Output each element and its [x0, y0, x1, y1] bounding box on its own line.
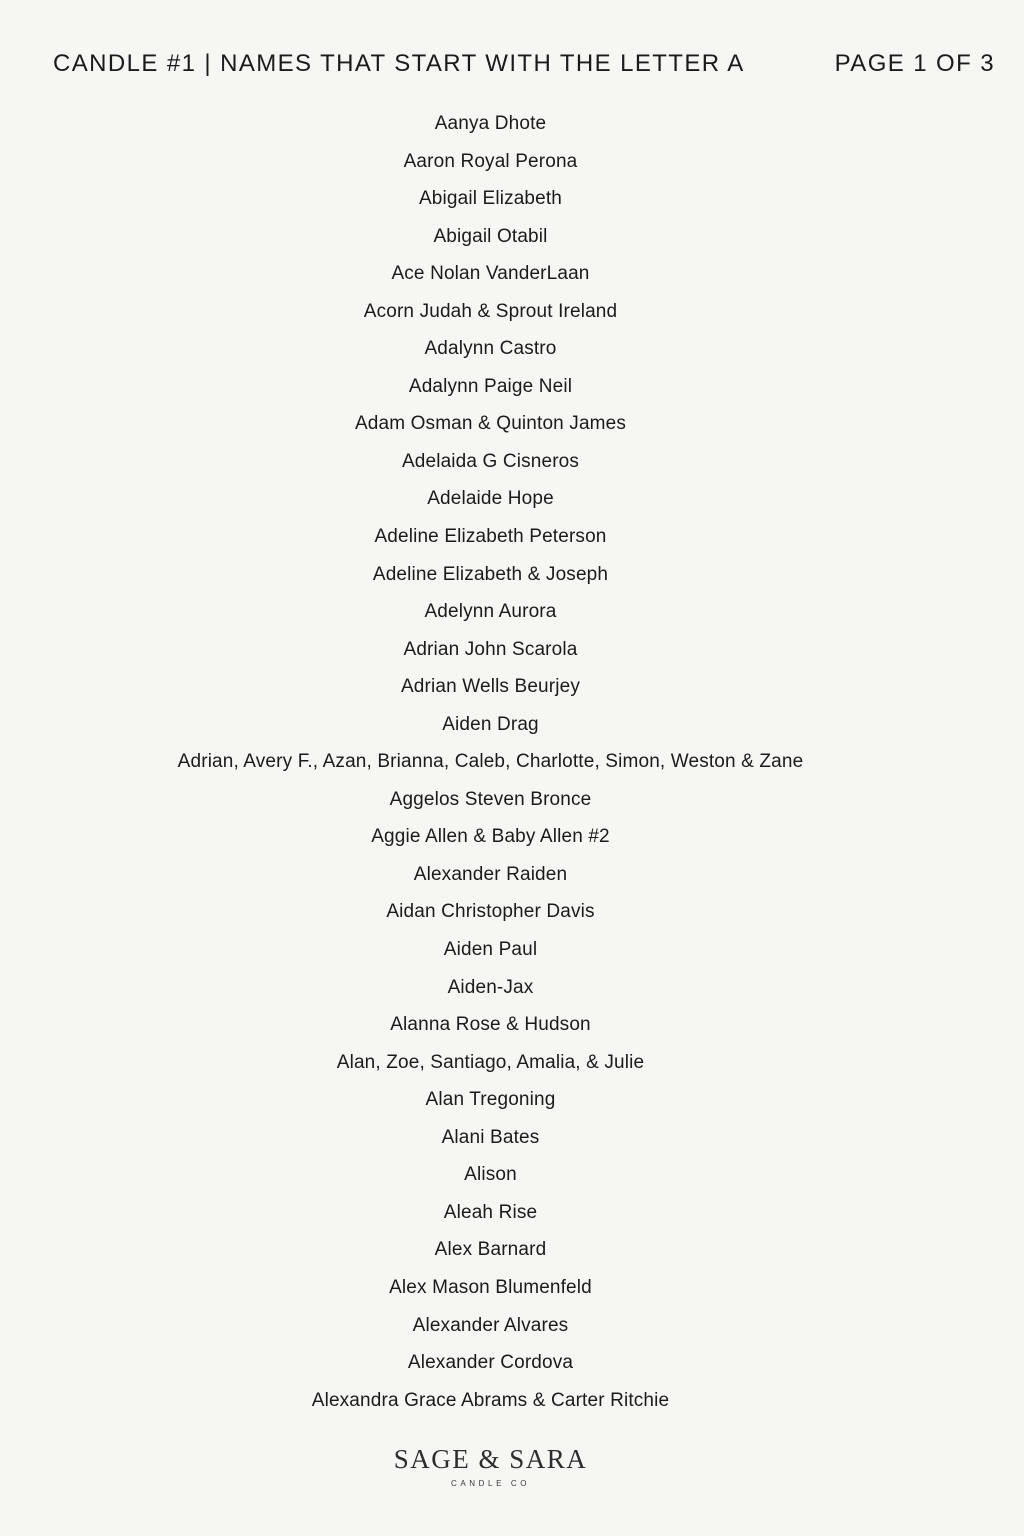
brand-logo — [0, 1442, 981, 1490]
name-entry: Alex Barnard — [434, 1239, 547, 1261]
names-list — [0, 105, 981, 1419]
name-entry: Alexander Cordova — [407, 1352, 574, 1374]
name-entry: Alison — [464, 1164, 517, 1186]
name-entry: Alan, Zoe, Santiago, Amalia, & Julie — [336, 1051, 645, 1073]
name-entry: Alan Tregoning — [425, 1089, 556, 1111]
name-entry: Adrian John Scarola — [403, 638, 578, 660]
name-entry: Acorn Judah & Sprout Ireland — [363, 300, 618, 322]
name-entry: Alexander Raiden — [413, 863, 568, 885]
name-entry: Adeline Elizabeth Peterson — [374, 526, 607, 548]
name-entry: Aiden Drag — [442, 713, 539, 735]
page-header — [0, 46, 1024, 82]
name-entry: Adalynn Paige Neil — [408, 375, 573, 397]
name-entry: Adrian Wells Beurjey — [400, 676, 580, 698]
name-entry: Alex Mason Blumenfeld — [389, 1276, 592, 1298]
name-entry: Aidan Christopher Davis — [386, 901, 595, 923]
name-entry: Adam Osman & Quinton James — [354, 413, 627, 435]
name-entry: Abigail Elizabeth — [418, 188, 563, 210]
name-entry: Aaron Royal Perona — [403, 150, 578, 172]
name-entry: Alanna Rose & Hudson — [390, 1014, 591, 1036]
name-entry: Aggelos Steven Bronce — [389, 788, 592, 810]
page-title: CANDLE #1 | NAMES THAT START WITH THE LETTER A — [53, 50, 745, 77]
brand-name: SAGE & SARA — [393, 1444, 588, 1474]
name-entry: Adalynn Castro — [424, 338, 557, 360]
brand-tagline: CANDLE CO — [450, 1479, 531, 1488]
name-entry: Alexandra Grace Abrams & Carter Ritchie — [311, 1389, 670, 1411]
name-entry: Adeline Elizabeth & Joseph — [372, 563, 609, 585]
name-entry: Aanya Dhote — [434, 113, 547, 134]
page-indicator: PAGE 1 OF 3 — [834, 50, 995, 77]
name-entry: Adelaida G Cisneros — [401, 450, 580, 472]
name-entry: Aiden-Jax — [447, 976, 534, 998]
name-entry: Adelaide Hope — [427, 488, 554, 510]
name-entry: Ace Nolan VanderLaan — [391, 263, 590, 285]
name-entry: Adelynn Aurora — [424, 601, 557, 623]
name-entry: Aggie Allen & Baby Allen #2 — [371, 826, 610, 848]
name-entry: Alexander Alvares — [412, 1314, 569, 1336]
name-entry: Aleah Rise — [443, 1201, 538, 1223]
name-entry: Aiden Paul — [443, 939, 538, 961]
name-entry: Alani Bates — [441, 1126, 540, 1148]
name-entry: Adrian, Avery F., Azan, Brianna, Caleb, Charlotte, Simon, Weston & Zane — [177, 751, 804, 773]
name-entry: Abigail Otabil — [433, 225, 548, 247]
